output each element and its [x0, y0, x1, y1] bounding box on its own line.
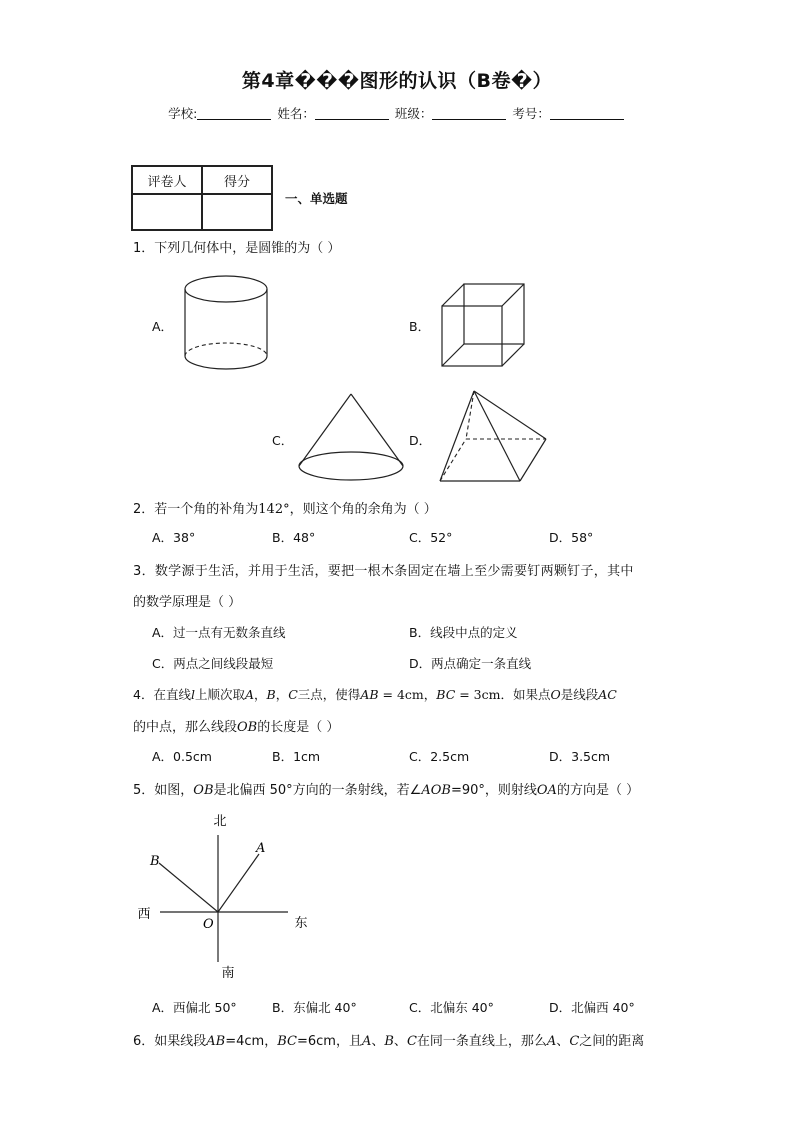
q4-var-c: C [288, 687, 298, 702]
class-label: 班级： [394, 106, 433, 121]
q6-var-a2: A [546, 1034, 557, 1049]
point-o-label: O [203, 917, 214, 932]
q6-var-c2: C [569, 1034, 580, 1049]
q6-sep-1: 、 [371, 1034, 385, 1049]
cone-figure [296, 391, 406, 486]
q4-eq-ab: AB [360, 687, 379, 702]
q2-option-b[interactable]: B．48° [272, 530, 316, 545]
north-label: 北 [213, 814, 227, 829]
q6-text-1: 6．如果线段 [133, 1034, 207, 1049]
q4-option-d[interactable]: D．3.5cm [549, 749, 611, 764]
q5-text-4: 的方向是（ ） [556, 783, 640, 798]
page-title: 第4章���图形的认识（B卷�） [241, 70, 553, 92]
q6-var-bc: BC [277, 1034, 297, 1049]
grader-header: 评卷人 [132, 166, 202, 194]
q4-option-b[interactable]: B．1cm [272, 749, 321, 764]
cylinder-figure [180, 272, 272, 374]
q2-angle: 142° [258, 502, 290, 517]
q6-text-4: 在同一条直线上，那么 [416, 1034, 547, 1049]
q4-var-ob: OB [237, 720, 258, 735]
name-blank[interactable] [315, 106, 389, 120]
q1-stem: 1．下列几何体中，是圆锥的为（ ） [133, 241, 341, 256]
q3-stem-line2: 的数学原理是（ ） [133, 595, 242, 610]
q3-option-c[interactable]: C．两点之间线段最短 [152, 656, 274, 671]
grader-cell[interactable] [132, 194, 202, 230]
q6-text-3: =6cm，且 [296, 1034, 362, 1049]
q6-var-c: C [406, 1034, 417, 1049]
q4-text-2: 上顺次取 [194, 687, 245, 702]
q1-option-b[interactable]: B． [409, 319, 431, 334]
ray-oa [218, 854, 259, 912]
q4-var-b: B [266, 687, 276, 702]
q4-eq-ab-value: = 4cm [378, 687, 424, 702]
q4-sep-2: ， [275, 687, 289, 702]
q5-var-oa: OA [536, 783, 557, 798]
q6-var-b: B [384, 1034, 394, 1049]
q4-option-a[interactable]: A．0.5cm [152, 749, 212, 764]
exam-number-label: 考号： [512, 106, 550, 121]
q1-option-d[interactable]: D． [409, 433, 432, 448]
q2-option-d[interactable]: D．58° [549, 530, 594, 545]
q5-option-a[interactable]: A．西偏北 50° [152, 1000, 237, 1015]
q6-var-a: A [361, 1034, 372, 1049]
q4-var-o: O [550, 687, 561, 702]
q4-line2-pre: 的中点，那么线段 [133, 720, 238, 735]
q3-option-b[interactable]: B．线段中点的定义 [409, 625, 518, 640]
q5-text-2: 是北偏西 50°方向的一条射线，若∠ [213, 783, 422, 798]
q4-eq-bc: BC [436, 687, 456, 702]
q4-option-c[interactable]: C．2.5cm [409, 749, 470, 764]
q6-var-ab: AB [206, 1034, 226, 1049]
q4-text-1: 4．在直线 [133, 687, 191, 702]
q5-option-b[interactable]: B．东偏北 40° [272, 1000, 357, 1015]
q2-stem-post: ，则这个角的余角为（ ） [289, 502, 437, 517]
school-blank[interactable] [197, 106, 271, 120]
q4-var-l: l [190, 687, 195, 702]
west-label: 西 [137, 907, 151, 922]
pyramid-figure [438, 389, 550, 485]
q4-eq-bc-value: = 3cm [455, 687, 501, 702]
q4-sep-1: ， [254, 687, 267, 702]
q4-var-a: A [244, 687, 254, 702]
q2-option-c[interactable]: C．52° [409, 530, 453, 545]
student-info-line [0, 104, 794, 122]
q2-option-a[interactable]: A．38° [152, 530, 196, 545]
score-header: 得分 [202, 166, 272, 194]
ray-ob [159, 863, 218, 912]
q5-text-3: =90°，则射线 [450, 783, 537, 798]
compass-direction-figure [130, 808, 320, 983]
q1-option-a[interactable]: A． [152, 319, 174, 334]
q6-sep-3: 、 [556, 1034, 570, 1049]
point-a-label: A [256, 841, 266, 856]
q3-stem-line1: 3．数学源于生活，并用于生活，要把一根木条固定在墙上至少需要钉两颗钉子，其中 [133, 564, 634, 579]
q4-line2-post: 的长度是（ ） [257, 720, 340, 735]
section-title: 一、单选题 [285, 191, 348, 206]
q4-var-ac: AC [598, 687, 617, 702]
q6-sep-2: 、 [393, 1034, 407, 1049]
cube-figure [440, 283, 528, 371]
south-label: 南 [221, 966, 235, 981]
grader-score-table [131, 165, 273, 231]
q4-sep-3: ， [423, 687, 437, 702]
point-b-label: B [150, 854, 160, 869]
q1-option-c[interactable]: C． [272, 433, 294, 448]
q4-text-4: ．如果点 [500, 687, 551, 702]
school-label: 学校: [168, 106, 198, 121]
q5-option-c[interactable]: C．北偏东 40° [409, 1000, 494, 1015]
q6-stem [133, 1030, 644, 1049]
q3-option-a[interactable]: A．过一点有无数条直线 [152, 625, 286, 640]
q5-var-ob: OB [193, 783, 214, 798]
q5-option-d[interactable]: D．北偏西 40° [549, 1000, 635, 1015]
q5-text-1: 5．如图， [133, 783, 194, 798]
q4-text-3: 三点，使得 [297, 687, 361, 702]
q5-var-aob: AOB [421, 783, 451, 798]
q5-stem [133, 779, 639, 798]
score-cell[interactable] [202, 194, 272, 230]
class-blank[interactable] [432, 106, 506, 120]
q3-option-d[interactable]: D．两点确定一条直线 [409, 656, 532, 671]
name-label: 姓名： [277, 106, 315, 121]
q2-stem-pre: 2．若一个角的补角为 [133, 502, 259, 517]
east-label: 东 [294, 916, 308, 931]
q4-stem-line1 [133, 685, 617, 703]
q6-text-5: 之间的距离 [579, 1034, 645, 1049]
q4-stem-line2 [133, 716, 339, 735]
exam-number-blank[interactable] [550, 106, 624, 120]
q4-text-5: 是线段 [560, 687, 599, 702]
q2-stem [133, 498, 437, 517]
q6-text-2: =4cm， [225, 1034, 278, 1049]
